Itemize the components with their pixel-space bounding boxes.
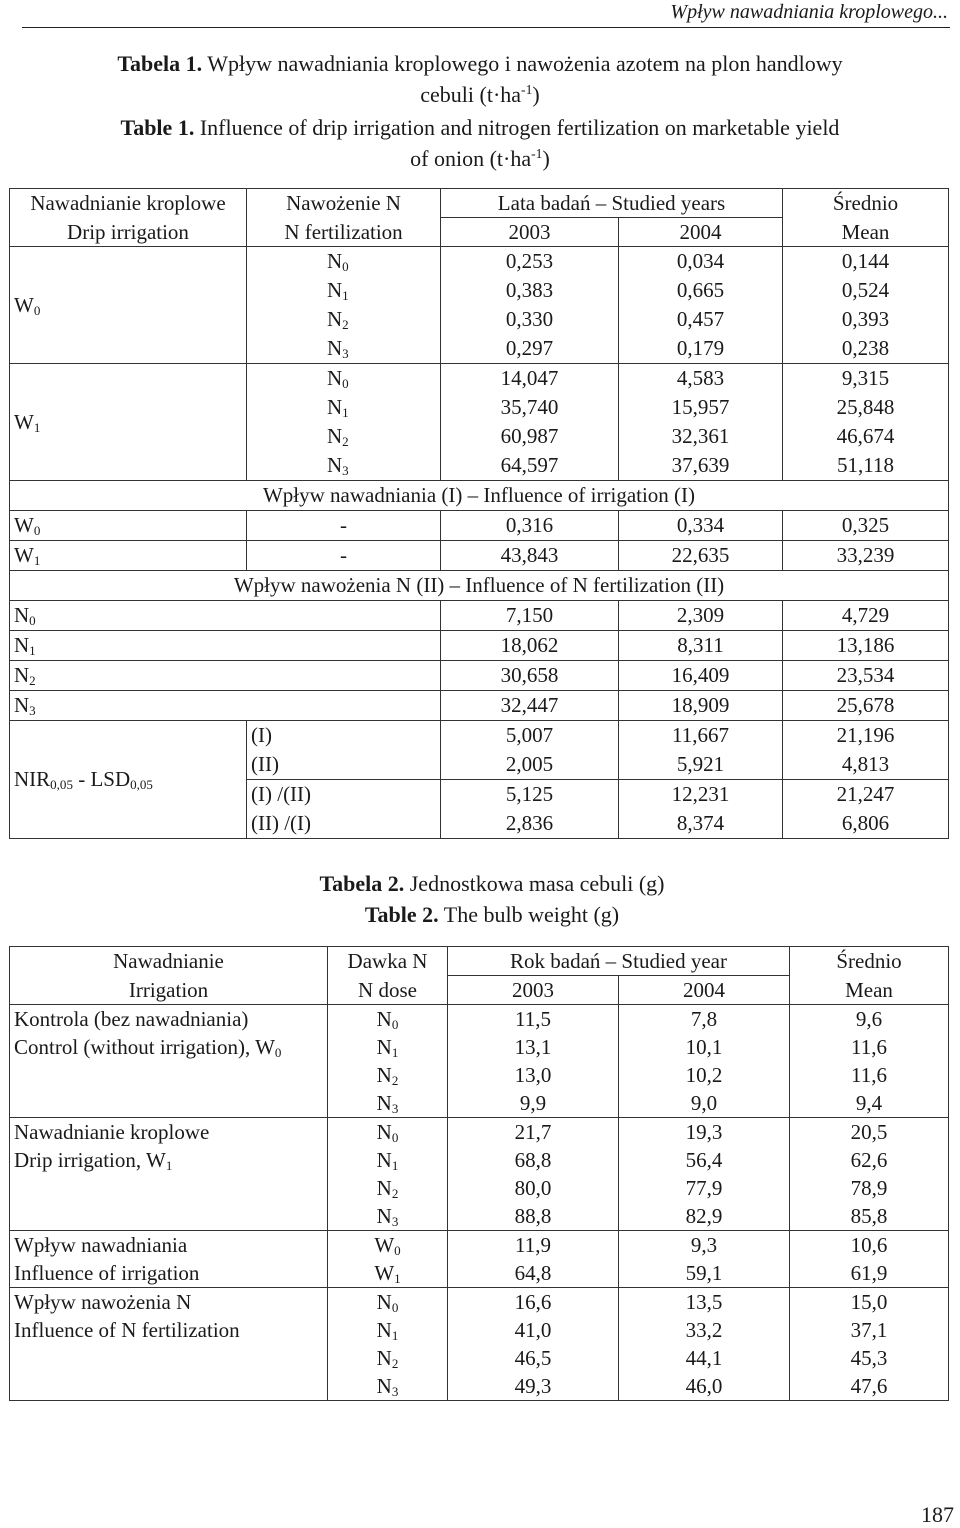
value-2004: 82,9 [619, 1202, 790, 1231]
value-2004: 10,2 [619, 1061, 790, 1089]
value-2004: 8,311 [619, 631, 783, 661]
value-mean: 9,315 [783, 364, 949, 394]
value-mean: 47,6 [790, 1372, 949, 1401]
dose-cell [328, 1259, 448, 1288]
irrigation-level-label [10, 247, 247, 364]
fert-effect-base: N [14, 663, 30, 687]
value-2004: 32,361 [619, 422, 783, 451]
value-2003: 64,597 [441, 451, 619, 481]
value-2003: 11,9 [448, 1231, 619, 1260]
value-mean: 23,534 [783, 661, 949, 691]
value-2003: 14,047 [441, 364, 619, 394]
table-row [10, 1174, 949, 1202]
value-mean: 0,524 [783, 276, 949, 305]
value-2003: 64,8 [448, 1259, 619, 1288]
table-row [10, 1259, 949, 1288]
value-mean: 33,239 [783, 541, 949, 571]
group-label-line2: Drip irrigation, W [14, 1148, 166, 1172]
header-irrigation-pl: Nawadnianie [10, 947, 328, 976]
irrigation-effect-heading-row [10, 481, 949, 511]
fertilization-level-sub: 3 [342, 462, 349, 478]
value-mean: 51,118 [783, 451, 949, 481]
header-rule [22, 27, 950, 28]
value-2003: 13,1 [448, 1033, 619, 1061]
table-row [10, 541, 949, 571]
value-mean: 37,1 [790, 1316, 949, 1344]
table2-header-row-1 [10, 947, 949, 976]
dose-base: W [374, 1233, 395, 1257]
dose-cell [328, 1344, 448, 1372]
value-mean: 0,144 [783, 247, 949, 277]
value-mean: 85,8 [790, 1202, 949, 1231]
value-2003: 11,5 [448, 1005, 619, 1034]
value-2003: 7,150 [441, 601, 619, 631]
table1-header-row-2 [10, 218, 949, 247]
lsd-label [10, 721, 247, 839]
value-mean: 25,678 [783, 691, 949, 721]
table-row [10, 511, 949, 541]
fertilization-level-base: N [327, 336, 343, 360]
value-mean: 15,0 [790, 1288, 949, 1317]
dose-base: N [376, 1346, 392, 1370]
dose-cell [328, 1005, 448, 1034]
group-label-line2: Influence of irrigation [14, 1261, 200, 1285]
table2-title-pl: Jednostkowa masa cebuli (g) [404, 871, 665, 896]
table1-unit-exp-en: -1 [531, 145, 543, 161]
fertilization-level-cell [247, 305, 441, 334]
dose-base: N [376, 1290, 392, 1314]
header-year-2003: 2003 [448, 976, 619, 1005]
header-mean-en: Mean [783, 218, 949, 247]
value-2003: 0,330 [441, 305, 619, 334]
dose-cell [328, 1118, 448, 1147]
table1-unit-exp-pl: -1 [521, 81, 533, 97]
fertilization-level-sub: 0 [342, 375, 349, 391]
value-2004: 0,665 [619, 276, 783, 305]
header-dose-en: N dose [328, 976, 448, 1005]
irrigation-effect-sub: 1 [33, 552, 41, 568]
value-2004: 37,639 [619, 451, 783, 481]
fert-effect-heading-row [10, 571, 949, 601]
value-mean: 61,9 [790, 1259, 949, 1288]
value-mean: 4,813 [783, 750, 949, 780]
table1-title-en-1: Influence of drip irrigation and nitrogen fertilization on marketable yield [194, 115, 840, 140]
header-mean-en: Mean [790, 976, 949, 1005]
dose-base: N [376, 1204, 392, 1228]
fertilization-level-cell [247, 276, 441, 305]
table-row [10, 364, 949, 394]
dose-sub: 3 [391, 1383, 399, 1399]
irrigation-level-base: W [14, 409, 34, 434]
group-label-cell [10, 1344, 328, 1372]
value-2004: 7,8 [619, 1005, 790, 1034]
group-label-cell [10, 1259, 328, 1288]
value-2003: 16,6 [448, 1288, 619, 1317]
irrigation-effect-level [10, 541, 247, 571]
table-row [10, 1146, 949, 1174]
group-label-cell: Kontrola (bez nawadniania) [10, 1005, 328, 1034]
dose-sub: 1 [391, 1327, 399, 1343]
lsd-lsd-sub: 0,05 [130, 776, 153, 792]
dose-sub: 2 [391, 1072, 399, 1088]
table2 [9, 946, 949, 1401]
value-2004: 8,374 [619, 809, 783, 839]
group-label-cell [10, 1146, 328, 1174]
dose-sub: 3 [391, 1100, 399, 1116]
lsd-factor: (I) [247, 721, 441, 751]
table-row [10, 631, 949, 661]
table2-header-row-2 [10, 976, 949, 1005]
fertilization-level-cell [247, 364, 441, 394]
dose-sub: 0 [391, 1299, 399, 1315]
fertilization-level-cell [247, 451, 441, 481]
irrigation-level-base: W [14, 292, 34, 317]
table-row [10, 1033, 949, 1061]
table2-caption-pl [0, 868, 960, 899]
table-row [10, 1202, 949, 1231]
value-mean: 45,3 [790, 1344, 949, 1372]
value-mean: 9,6 [790, 1005, 949, 1034]
table-row [10, 247, 949, 277]
value-mean: 13,186 [783, 631, 949, 661]
table-row [10, 1089, 949, 1118]
fertilization-level-base: N [327, 249, 343, 273]
dose-base: W [374, 1261, 395, 1285]
value-2003: 49,3 [448, 1372, 619, 1401]
value-mean: 10,6 [790, 1231, 949, 1260]
table-row [10, 1061, 949, 1089]
table-row [10, 1231, 949, 1260]
table2-caption-en [0, 899, 960, 930]
value-2004: 44,1 [619, 1344, 790, 1372]
irrigation-effect-dash: - [247, 541, 441, 571]
value-2004: 0,457 [619, 305, 783, 334]
irrigation-level-label [10, 364, 247, 481]
table1-close-en: ) [542, 146, 550, 171]
fertilization-level-sub: 2 [342, 433, 349, 449]
lsd-factor: (I) /(II) [247, 780, 441, 810]
group-label-cell [10, 1174, 328, 1202]
dose-sub: 0 [391, 1129, 399, 1145]
fert-effect-base: N [14, 693, 30, 717]
value-2004: 5,921 [619, 750, 783, 780]
fertilization-level-base: N [327, 278, 343, 302]
dose-sub: 1 [391, 1044, 399, 1060]
value-mean: 62,6 [790, 1146, 949, 1174]
value-mean: 21,247 [783, 780, 949, 810]
dose-base: N [376, 1148, 392, 1172]
table1-title-pl-1: Wpływ nawadniania kroplowego i nawożenia azotem na plon handlowy [202, 51, 843, 76]
table-row [10, 1372, 949, 1401]
header-year-2004: 2004 [619, 976, 790, 1005]
table1-header-row-1 [10, 189, 949, 218]
irrigation-effect-base: W [14, 513, 34, 537]
value-2004: 18,909 [619, 691, 783, 721]
value-2004: 56,4 [619, 1146, 790, 1174]
value-2004: 9,0 [619, 1089, 790, 1118]
dose-sub: 2 [391, 1355, 399, 1371]
dose-cell [328, 1231, 448, 1260]
value-mean: 20,5 [790, 1118, 949, 1147]
value-2003: 43,843 [441, 541, 619, 571]
value-2003: 88,8 [448, 1202, 619, 1231]
lsd-sep: - [72, 767, 91, 791]
running-header: Wpływ nawadniania kroplowego... [670, 1, 948, 23]
fert-effect-sub: 3 [29, 702, 36, 718]
dose-sub: 1 [394, 1270, 401, 1286]
dose-base: N [376, 1091, 392, 1115]
value-mean: 21,196 [783, 721, 949, 751]
irrigation-level-sub: 1 [33, 419, 41, 435]
value-2003: 13,0 [448, 1061, 619, 1089]
value-2004: 13,5 [619, 1288, 790, 1317]
fertilization-level-sub: 2 [342, 316, 349, 332]
value-2003: 21,7 [448, 1118, 619, 1147]
dose-base: N [376, 1374, 392, 1398]
table-row [10, 661, 949, 691]
dose-base: N [376, 1007, 392, 1031]
value-2004: 16,409 [619, 661, 783, 691]
table-row [10, 601, 949, 631]
value-2004: 11,667 [619, 721, 783, 751]
value-2003: 2,836 [441, 809, 619, 839]
header-irrigation-pl: Nawadnianie kroplowe [10, 189, 247, 218]
fert-effect-level [10, 601, 441, 631]
value-2003: 80,0 [448, 1174, 619, 1202]
table-row [10, 1316, 949, 1344]
value-2004: 0,334 [619, 511, 783, 541]
header-year-2004: 2004 [619, 218, 783, 247]
lsd-lsd: LSD [90, 767, 131, 791]
value-2003: 46,5 [448, 1344, 619, 1372]
fert-effect-level [10, 691, 441, 721]
value-2003: 5,125 [441, 780, 619, 810]
value-2004: 59,1 [619, 1259, 790, 1288]
irrigation-effect-title: Wpływ nawadniania (I) – Influence of irrigation (I) [10, 481, 949, 511]
value-2004: 9,3 [619, 1231, 790, 1260]
dose-cell [328, 1089, 448, 1118]
dose-cell [328, 1033, 448, 1061]
dose-sub: 2 [391, 1185, 399, 1201]
table2-title-en: The bulb weight (g) [438, 902, 620, 927]
fert-effect-level [10, 631, 441, 661]
fertilization-level-cell [247, 393, 441, 422]
header-year-2003: 2003 [441, 218, 619, 247]
value-2004: 10,1 [619, 1033, 790, 1061]
value-mean: 11,6 [790, 1033, 949, 1061]
value-mean: 46,674 [783, 422, 949, 451]
value-2004: 46,0 [619, 1372, 790, 1401]
dose-base: N [376, 1176, 392, 1200]
fertilization-level-base: N [327, 307, 343, 331]
value-mean: 0,238 [783, 334, 949, 364]
value-2003: 9,9 [448, 1089, 619, 1118]
header-studied-year: Rok badań – Studied year [448, 947, 790, 976]
value-mean: 4,729 [783, 601, 949, 631]
fertilization-level-base: N [327, 395, 343, 419]
value-mean: 0,325 [783, 511, 949, 541]
irrigation-effect-dash: - [247, 511, 441, 541]
header-mean-pl: Średnio [790, 947, 949, 976]
fert-effect-level [10, 661, 441, 691]
table1-close-pl: ) [532, 82, 540, 107]
table1-title-en-2: of onion (t·ha [410, 146, 532, 171]
group-label-cell: Wpływ nawadniania [10, 1231, 328, 1260]
value-2003: 60,987 [441, 422, 619, 451]
dose-cell [328, 1316, 448, 1344]
group-label-line2: Influence of N fertilization [14, 1318, 240, 1342]
dose-cell [328, 1288, 448, 1317]
dose-sub: 0 [391, 1016, 399, 1032]
fertilization-level-cell [247, 247, 441, 277]
lsd-nir: NIR [14, 767, 51, 791]
dose-base: N [376, 1120, 392, 1144]
group-label-sub: 0 [274, 1044, 282, 1060]
value-mean: 78,9 [790, 1174, 949, 1202]
dose-cell [328, 1174, 448, 1202]
dose-base: N [376, 1063, 392, 1087]
header-irrigation-en: Irrigation [10, 976, 328, 1005]
value-2004: 15,957 [619, 393, 783, 422]
value-2003: 0,383 [441, 276, 619, 305]
table-row [10, 1288, 949, 1317]
group-label-cell [10, 1372, 328, 1401]
value-2004: 2,309 [619, 601, 783, 631]
fert-effect-base: N [14, 633, 30, 657]
fertilization-level-cell [247, 334, 441, 364]
dose-cell [328, 1372, 448, 1401]
table-row [10, 1005, 949, 1034]
fertilization-level-base: N [327, 453, 343, 477]
fertilization-level-base: N [327, 366, 343, 390]
fert-effect-sub: 2 [29, 672, 36, 688]
value-2003: 35,740 [441, 393, 619, 422]
table1-label-pl: Tabela 1. [117, 51, 203, 76]
value-2003: 68,8 [448, 1146, 619, 1174]
value-2003: 5,007 [441, 721, 619, 751]
value-2004: 0,034 [619, 247, 783, 277]
table2-label-en: Table 2. [364, 902, 439, 927]
group-label-cell [10, 1316, 328, 1344]
value-2003: 32,447 [441, 691, 619, 721]
value-2004: 0,179 [619, 334, 783, 364]
table2-label-pl: Tabela 2. [319, 871, 405, 896]
lsd-factor: (II) [247, 750, 441, 780]
lsd-nir-sub: 0,05 [50, 776, 73, 792]
value-2004: 4,583 [619, 364, 783, 394]
value-2003: 0,316 [441, 511, 619, 541]
fert-effect-title: Wpływ nawożenia N (II) – Influence of N fertilization (II) [10, 571, 949, 601]
irrigation-effect-base: W [14, 543, 34, 567]
fertilization-level-sub: 3 [342, 345, 349, 361]
group-label-sub: 1 [165, 1157, 173, 1173]
value-mean: 0,393 [783, 305, 949, 334]
value-2003: 18,062 [441, 631, 619, 661]
dose-base: N [376, 1318, 392, 1342]
header-fertilization-pl: Nawożenie N [247, 189, 441, 218]
header-fertilization-en: N fertilization [247, 218, 441, 247]
value-2003: 30,658 [441, 661, 619, 691]
value-mean: 11,6 [790, 1061, 949, 1089]
table1-caption-pl [0, 48, 960, 110]
irrigation-effect-level [10, 511, 247, 541]
header-irrigation-en: Drip irrigation [10, 218, 247, 247]
fert-effect-sub: 0 [29, 612, 36, 628]
dose-sub: 0 [394, 1242, 401, 1258]
header-mean-pl: Średnio [783, 189, 949, 218]
table-row [10, 1118, 949, 1147]
value-2004: 33,2 [619, 1316, 790, 1344]
value-2003: 41,0 [448, 1316, 619, 1344]
fertilization-level-sub: 1 [342, 287, 349, 303]
fert-effect-base: N [14, 603, 30, 627]
lsd-factor: (II) /(I) [247, 809, 441, 839]
group-label-cell: Wpływ nawożenia N [10, 1288, 328, 1317]
group-label-cell: Nawadnianie kroplowe [10, 1118, 328, 1147]
value-mean: 9,4 [790, 1089, 949, 1118]
value-2004: 19,3 [619, 1118, 790, 1147]
fertilization-level-sub: 1 [342, 404, 349, 420]
dose-sub: 3 [391, 1213, 399, 1229]
group-label-cell [10, 1061, 328, 1089]
fert-effect-sub: 1 [29, 642, 36, 658]
value-2003: 2,005 [441, 750, 619, 780]
header-studied-years: Lata badań – Studied years [441, 189, 783, 218]
fertilization-level-sub: 0 [342, 258, 349, 274]
irrigation-effect-sub: 0 [33, 522, 41, 538]
irrigation-level-sub: 0 [33, 302, 41, 318]
group-label-cell [10, 1089, 328, 1118]
dose-cell [328, 1146, 448, 1174]
dose-cell [328, 1061, 448, 1089]
table-row [10, 691, 949, 721]
fertilization-level-base: N [327, 424, 343, 448]
table-row [10, 1344, 949, 1372]
group-label-line2: Control (without irrigation), W [14, 1035, 275, 1059]
value-2004: 12,231 [619, 780, 783, 810]
table1-label-en: Table 1. [120, 115, 195, 140]
table-row [10, 721, 949, 751]
group-label-cell [10, 1202, 328, 1231]
header-dose-pl: Dawka N [328, 947, 448, 976]
page-number: 187 [921, 1502, 954, 1527]
value-2004: 77,9 [619, 1174, 790, 1202]
value-2003: 0,297 [441, 334, 619, 364]
value-mean: 25,848 [783, 393, 949, 422]
value-mean: 6,806 [783, 809, 949, 839]
dose-sub: 1 [391, 1157, 399, 1173]
dose-base: N [376, 1035, 392, 1059]
table1-caption-en [0, 112, 960, 174]
table1-title-pl-2: cebuli (t·ha [420, 82, 522, 107]
value-2003: 0,253 [441, 247, 619, 277]
table1 [9, 188, 949, 839]
dose-cell [328, 1202, 448, 1231]
group-label-cell [10, 1033, 328, 1061]
value-2004: 22,635 [619, 541, 783, 571]
fertilization-level-cell [247, 422, 441, 451]
